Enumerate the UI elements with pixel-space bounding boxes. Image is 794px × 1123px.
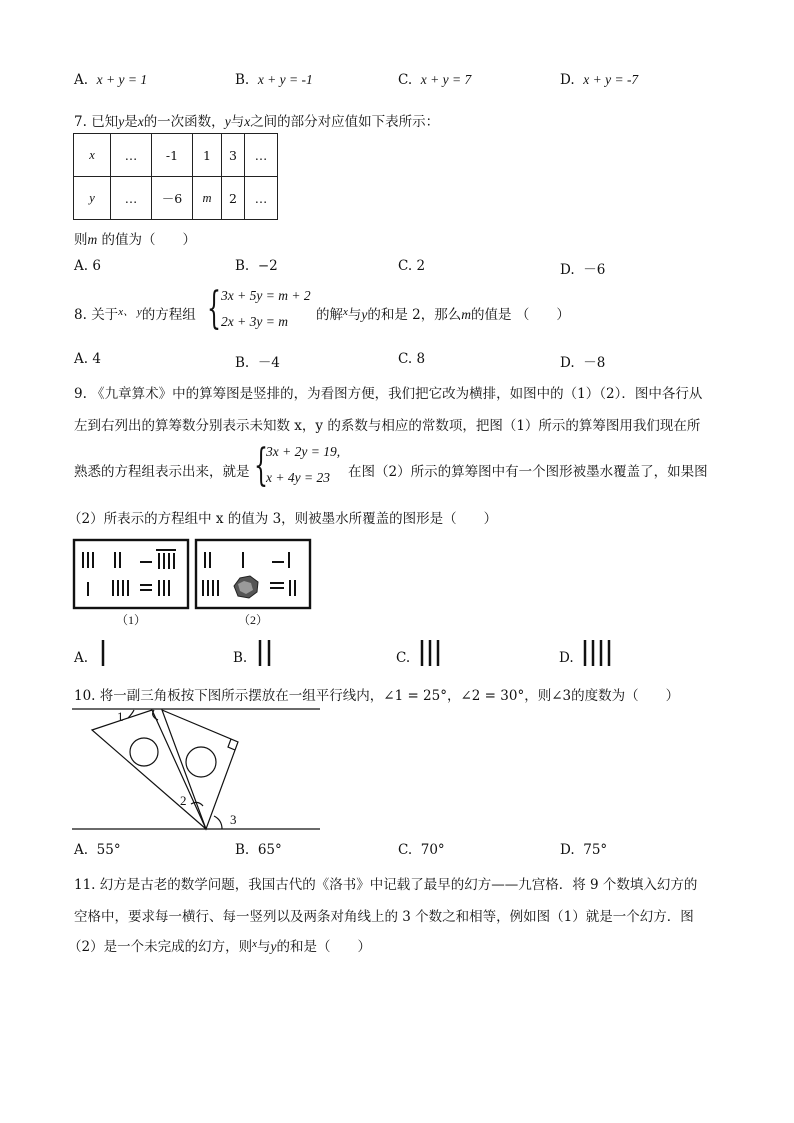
q8-eq2: 2x + 3y = m (221, 314, 288, 329)
q7-stem: 7. 已知y是x的一次函数，y与x之间的部分对应值如下表所示： (74, 114, 440, 130)
q7-option-c[interactable]: C. 2 (398, 258, 426, 274)
q10-option-d[interactable]: D. 75° (560, 842, 608, 858)
figure2-frame (196, 540, 310, 608)
table-cell: … (245, 177, 278, 220)
q11-line1: 11. 幻方是古老的数学问题，我国古代的《洛书》中记载了最早的幻方——九宫格．将 9 个数填入幻方的 (74, 877, 698, 893)
two-rods-icon (255, 638, 275, 668)
q9-line2: 左到右列出的算筹数分别表示未知数 x，y 的系数与相应的常数项，把图（1）所示的算筹图用我们现在所 (74, 418, 701, 434)
q11-line3: （2）是一个未完成的幻方，则$^x$与y的和是（ ） (68, 938, 371, 955)
q10-option-c[interactable]: C. 70° (398, 842, 445, 858)
q10-option-b[interactable]: B. 65° (235, 842, 282, 858)
angle-2-label: 2 (180, 793, 187, 808)
q9-option-c[interactable]: C. (396, 650, 410, 666)
q9-eq2: x + 4y = 23 (266, 470, 330, 485)
right-circle (186, 747, 216, 777)
q9-option-d[interactable]: D. (559, 650, 574, 666)
q9-option-b[interactable]: B. (233, 650, 247, 666)
table-cell: －6 (152, 177, 193, 220)
q11-line2: 空格中，要求每一横行、每一竖列以及两条对角线上的 3 个数之和相等，例如图（1）就是一个幻方．图 (74, 909, 694, 925)
table-cell: x (74, 134, 111, 177)
q6-option-b[interactable]: B. x + y = -1 (235, 72, 313, 88)
table-cell: y (74, 177, 111, 220)
q7-option-b[interactable]: B. −2 (235, 258, 278, 274)
q9-line4: （2）所表示的方程组中 x 的值为 3，则被墨水所覆盖的图形是（ ） (68, 511, 498, 527)
figure1-label: （1） (115, 613, 147, 627)
figure1-rods (83, 550, 176, 596)
table-cell: 2 (222, 177, 245, 220)
q10-stem: 10. 将一副三角板按下图所示摆放在一组平行线内，∠1 = 25°，∠2 = 30°，则∠3的度数为（ ） (74, 688, 680, 704)
q8-eq1: 3x + 5y = m + 2 (221, 288, 311, 303)
q9-brace: { (254, 440, 268, 491)
q8-option-b[interactable]: B. －4 (235, 355, 280, 371)
one-rod-icon (98, 638, 110, 668)
q7-value-table (73, 133, 278, 220)
q8-brace: { (207, 283, 221, 334)
q9-option-a[interactable]: A. (74, 650, 88, 666)
q9-line1: 9. 《九章算术》中的算筹图是竖排的，为看图方便，我们把它改为横排，如图中的（1）（2）．图中各行从 (74, 386, 703, 402)
angle-3-label: 3 (230, 812, 237, 827)
table-cell: 3 (222, 134, 245, 177)
q9-line3a: 熟悉的方程组表示出来，就是 (74, 464, 250, 480)
angle-1-label: 1 (117, 709, 124, 724)
q6-option-d[interactable]: D. x + y = -7 (560, 72, 639, 88)
q8-option-d[interactable]: D. －8 (560, 355, 606, 371)
q9-line3b: 在图（2）所示的算筹图中有一个图形被墨水覆盖了，如果图 (348, 464, 708, 480)
left-triangle (92, 710, 206, 829)
q7-option-a[interactable]: A. 6 (74, 258, 101, 274)
right-triangle (162, 710, 238, 829)
q10-triangle-diagram (70, 704, 322, 834)
figure2-label: （2） (237, 613, 269, 627)
left-circle (130, 738, 158, 766)
table-row (74, 177, 278, 220)
q9-eq1: 3x + 2y = 19, (266, 444, 341, 459)
q9-counting-rod-figures (72, 538, 317, 630)
table-cell: … (111, 134, 152, 177)
q8-stem-left: 8. 关于$^{x、 y}$的方程组 (74, 306, 196, 323)
four-rods-icon (581, 638, 615, 668)
table-cell: … (111, 177, 152, 220)
three-rods-icon (418, 638, 446, 668)
q8-option-a[interactable]: A. 4 (74, 351, 101, 367)
table-cell: -1 (152, 134, 193, 177)
table-cell: m (193, 177, 222, 220)
q6-option-c[interactable]: C. x + y = 7 (398, 72, 472, 88)
q10-option-a[interactable]: A. 55° (74, 842, 121, 858)
q7-question: 则m 的值为（ ） (74, 232, 197, 248)
table-row (74, 134, 278, 177)
table-cell: … (245, 134, 278, 177)
q8-stem-right: 的解$^x$与y的和是 2，那么m的值是 （ ） (316, 306, 570, 323)
table-cell: 1 (193, 134, 222, 177)
q8-option-c[interactable]: C. 8 (398, 351, 426, 367)
q6-option-a[interactable]: A. x + y = 1 (74, 72, 148, 88)
q7-option-d[interactable]: D. －6 (560, 262, 606, 278)
